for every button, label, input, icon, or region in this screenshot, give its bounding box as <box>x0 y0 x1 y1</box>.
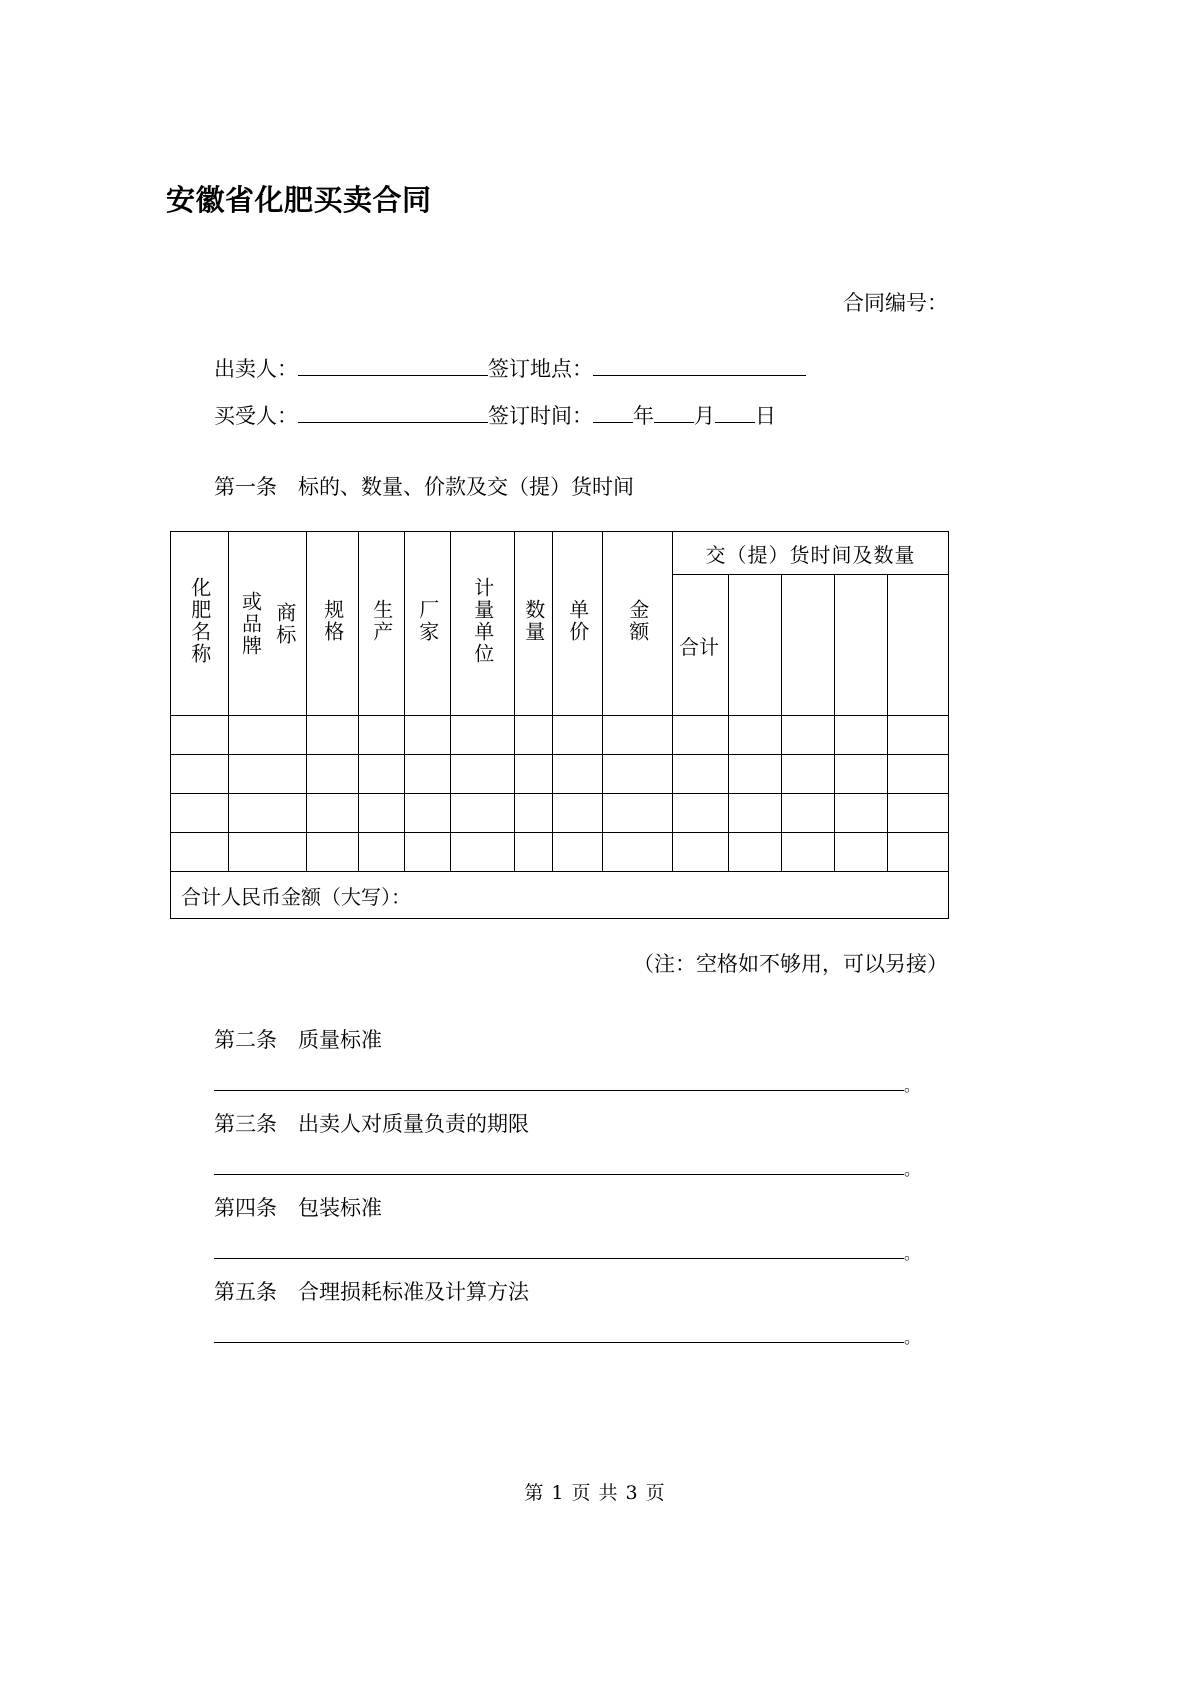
cell-delivery-1[interactable] <box>729 794 782 833</box>
cell-delivery-3[interactable] <box>835 794 888 833</box>
signing-place-blank-field[interactable] <box>593 353 806 376</box>
header-unit: 计量单位 <box>451 532 515 716</box>
cell-unit[interactable] <box>451 794 515 833</box>
buyer-line <box>214 400 776 427</box>
cell-fertilizer-name[interactable] <box>171 716 229 755</box>
signing-time-label: 签订时间： <box>488 404 593 429</box>
cell-delivery-4[interactable] <box>888 716 949 755</box>
cell-production[interactable] <box>359 794 405 833</box>
article-3-number: 第三条 <box>214 1112 277 1136</box>
article-5-blank-field[interactable] <box>214 1320 904 1343</box>
header-spec: 规格 <box>307 532 359 716</box>
cell-fertilizer-name[interactable] <box>171 794 229 833</box>
article-3-fill-line <box>214 1152 921 1180</box>
year-unit: 年 <box>633 404 654 429</box>
header-quantity: 数量 <box>515 532 553 716</box>
cell-manufacturer[interactable] <box>405 755 451 794</box>
cell-delivery-4[interactable] <box>888 755 949 794</box>
signing-month-field[interactable] <box>654 400 694 423</box>
article-4-blank-field[interactable] <box>214 1236 904 1259</box>
table-note: （注：空格如不够用，可以另接） <box>633 952 948 976</box>
header-or-brand: 或品牌 <box>238 590 263 657</box>
cell-manufacturer[interactable] <box>405 716 451 755</box>
seller-line <box>214 353 806 380</box>
cell-unit[interactable] <box>451 833 515 872</box>
buyer-label: 买受人： <box>214 404 298 429</box>
month-unit: 月 <box>694 404 715 429</box>
header-delivery-col-3 <box>835 575 888 716</box>
cell-trademark-brand[interactable] <box>229 833 307 872</box>
cell-unit-price[interactable] <box>553 716 603 755</box>
article-4-period: 。 <box>904 1244 921 1264</box>
cell-delivery-2[interactable] <box>782 833 835 872</box>
cell-unit-price[interactable] <box>553 833 603 872</box>
signing-day-field[interactable] <box>715 400 755 423</box>
article-3-blank-field[interactable] <box>214 1152 904 1175</box>
article-4-title: 包装标准 <box>298 1196 382 1220</box>
page-footer: 第 1 页 共 3 页 <box>524 1482 666 1504</box>
signing-year-field[interactable] <box>593 400 633 423</box>
cell-delivery-3[interactable] <box>835 716 888 755</box>
cell-spec[interactable] <box>307 755 359 794</box>
article-2-number: 第二条 <box>214 1028 277 1052</box>
table-total-row <box>171 872 949 919</box>
header-trademark-brand: 商标 或品牌 <box>229 532 307 716</box>
cell-amount[interactable] <box>603 833 673 872</box>
cell-trademark-brand[interactable] <box>229 794 307 833</box>
table-row <box>171 755 949 794</box>
signing-place-label: 签订地点： <box>488 357 593 382</box>
header-fertilizer-name: 化肥名称 <box>171 532 229 716</box>
cell-unit-price[interactable] <box>553 755 603 794</box>
cell-fertilizer-name[interactable] <box>171 833 229 872</box>
table-row <box>171 716 949 755</box>
header-unit-price: 单价 <box>553 532 603 716</box>
cell-trademark-brand[interactable] <box>229 755 307 794</box>
article-5-number: 第五条 <box>214 1280 277 1304</box>
header-delivery-col-2 <box>782 575 835 716</box>
cell-quantity[interactable] <box>515 755 553 794</box>
cell-spec[interactable] <box>307 833 359 872</box>
article-5-period: 。 <box>904 1328 921 1348</box>
cell-delivery-3[interactable] <box>835 833 888 872</box>
article-4-number: 第四条 <box>214 1196 277 1220</box>
article-4-fill-line <box>214 1236 921 1264</box>
contract-number-label: 合同编号： <box>843 291 948 315</box>
header-delivery-col-1 <box>729 575 782 716</box>
header-subtotal: 合计 <box>673 575 729 716</box>
cell-quantity[interactable] <box>515 833 553 872</box>
article-1-title: 标的、数量、价款及交（提）货时间 <box>298 475 634 499</box>
article-1-number: 第一条 <box>214 475 277 499</box>
table-row <box>171 794 949 833</box>
article-2-heading <box>214 1024 382 1054</box>
article-5-heading <box>214 1276 529 1306</box>
header-production: 生产 <box>359 532 405 716</box>
cell-spec[interactable] <box>307 716 359 755</box>
table-row <box>171 833 949 872</box>
cell-unit[interactable] <box>451 716 515 755</box>
cell-manufacturer[interactable] <box>405 794 451 833</box>
cell-delivery-4[interactable] <box>888 794 949 833</box>
seller-label: 出卖人： <box>214 357 298 382</box>
page-title: 安徽省化肥买卖合同 <box>166 183 432 217</box>
total-amount-label[interactable]: 合计人民币金额（大写）： <box>171 872 949 919</box>
cell-trademark-brand[interactable] <box>229 716 307 755</box>
cell-amount[interactable] <box>603 755 673 794</box>
article-3-period: 。 <box>904 1160 921 1180</box>
cell-subtotal[interactable] <box>673 716 729 755</box>
seller-blank-field[interactable] <box>298 353 488 376</box>
header-manufacturer: 厂家 <box>405 532 451 716</box>
cell-subtotal[interactable] <box>673 794 729 833</box>
cell-unit-price[interactable] <box>553 794 603 833</box>
cell-delivery-3[interactable] <box>835 755 888 794</box>
cell-delivery-2[interactable] <box>782 794 835 833</box>
article-3-title: 出卖人对质量负责的期限 <box>298 1112 529 1136</box>
cell-delivery-1[interactable] <box>729 833 782 872</box>
article-1-heading <box>214 471 634 501</box>
header-amount: 金额 <box>603 532 673 716</box>
article-4-heading <box>214 1192 382 1222</box>
cell-delivery-1[interactable] <box>729 755 782 794</box>
cell-spec[interactable] <box>307 794 359 833</box>
cell-subtotal[interactable] <box>673 833 729 872</box>
cell-unit[interactable] <box>451 755 515 794</box>
cell-amount[interactable] <box>603 794 673 833</box>
cell-production[interactable] <box>359 833 405 872</box>
cell-quantity[interactable] <box>515 794 553 833</box>
cell-quantity[interactable] <box>515 716 553 755</box>
article-5-fill-line <box>214 1320 921 1348</box>
buyer-blank-field[interactable] <box>298 400 488 423</box>
cell-delivery-4[interactable] <box>888 833 949 872</box>
goods-table <box>170 531 949 919</box>
article-2-fill-line <box>214 1068 921 1096</box>
table-header-row <box>171 532 949 575</box>
header-delivery-col-4 <box>888 575 949 716</box>
article-2-title: 质量标准 <box>298 1028 382 1052</box>
article-2-blank-field[interactable] <box>214 1068 904 1091</box>
article-5-title: 合理损耗标准及计算方法 <box>298 1280 529 1304</box>
cell-delivery-2[interactable] <box>782 755 835 794</box>
day-unit: 日 <box>755 404 776 429</box>
cell-subtotal[interactable] <box>673 755 729 794</box>
article-3-heading <box>214 1108 529 1138</box>
header-delivery-group: 交（提）货时间及数量 <box>673 532 949 575</box>
article-2-period: 。 <box>904 1076 921 1096</box>
cell-amount[interactable] <box>603 716 673 755</box>
cell-production[interactable] <box>359 716 405 755</box>
cell-production[interactable] <box>359 755 405 794</box>
cell-fertilizer-name[interactable] <box>171 755 229 794</box>
cell-manufacturer[interactable] <box>405 833 451 872</box>
cell-delivery-1[interactable] <box>729 716 782 755</box>
cell-delivery-2[interactable] <box>782 716 835 755</box>
